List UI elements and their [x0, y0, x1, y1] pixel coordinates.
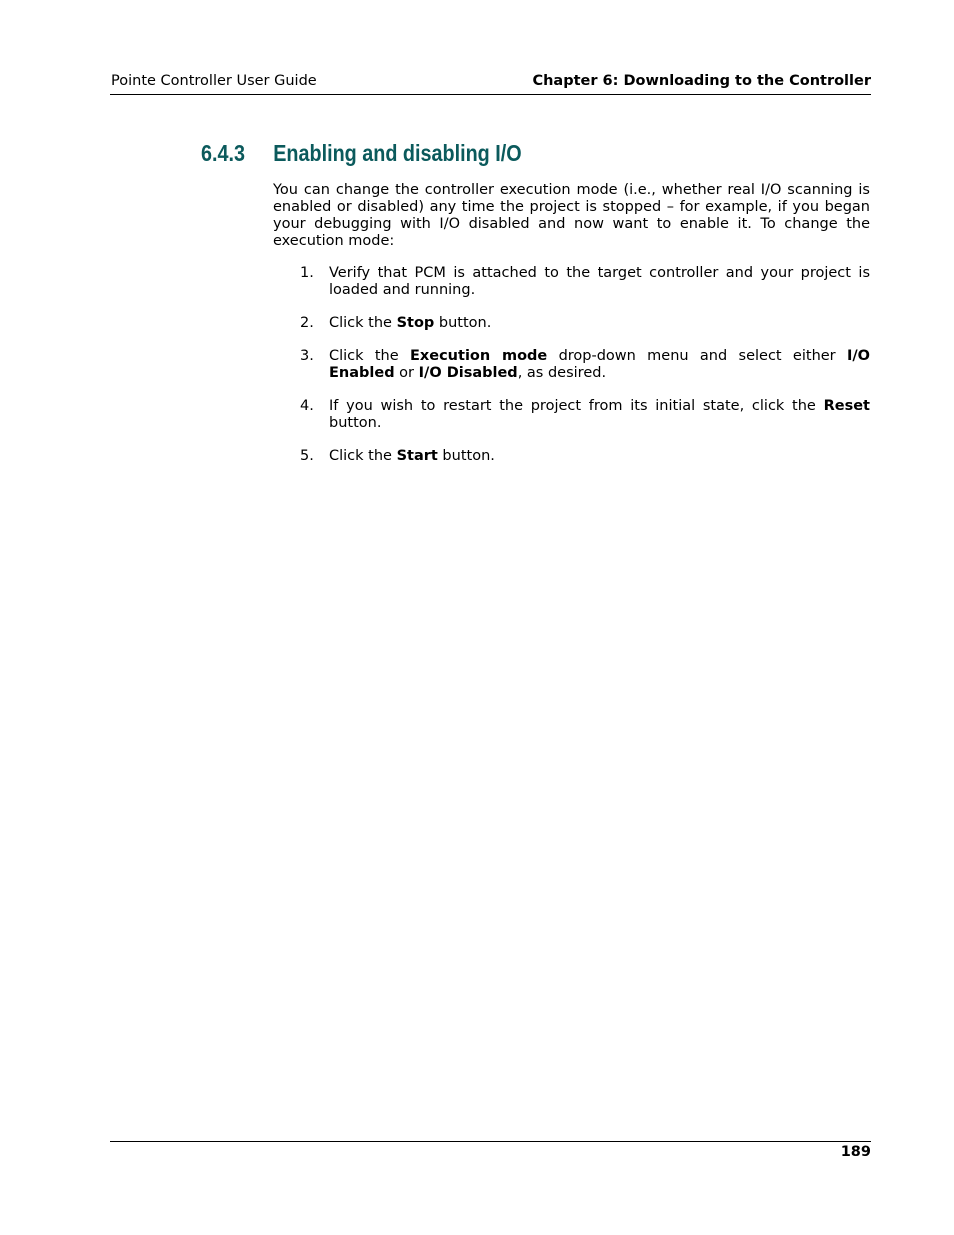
step-text: If you wish to restart the project from its initial state, click the [329, 398, 824, 414]
step-item [300, 398, 870, 432]
intro-paragraph: You can change the controller execution mode (i.e., whether real I/O scanning is enabled or disabled) any time the project is stopped – for example, if you began your debugging with I/O disabled and now want to enable it. To change the execution mode: [273, 182, 870, 249]
step-text: Click the [329, 448, 397, 464]
step-item [300, 265, 870, 299]
steps-list [300, 265, 870, 481]
document-title: Pointe Controller User Guide [111, 73, 317, 89]
execution-mode-term: Execution mode [410, 348, 548, 364]
running-header [110, 73, 871, 95]
step-number: 2. [300, 315, 314, 331]
page-number: 189 [840, 1144, 871, 1160]
step-number: 1. [300, 265, 314, 281]
start-button-term: Start [396, 448, 438, 464]
step-item [300, 448, 870, 465]
step-text: button. [434, 315, 492, 331]
step-item [300, 348, 870, 382]
step-text: or [394, 365, 419, 381]
step-text: Verify that PCM is attached to the target controller and your project is loaded and running. [329, 265, 870, 298]
step-text: button. [437, 448, 495, 464]
section-title: Enabling and disabling I/O [273, 140, 522, 166]
io-enabled-term: I/O Enabled [329, 348, 870, 381]
running-footer [110, 1141, 871, 1160]
step-text: drop-down menu and select either [547, 348, 847, 364]
io-disabled-term: I/O Disabled [418, 365, 518, 381]
stop-button-term: Stop [396, 315, 435, 331]
step-text: , as desired. [517, 365, 607, 381]
step-number: 4. [300, 398, 314, 414]
step-text: button. [329, 415, 382, 431]
section-number: 6.4.3 [201, 140, 245, 166]
chapter-title: Chapter 6: Downloading to the Controller [532, 73, 871, 89]
step-number: 3. [300, 348, 314, 364]
reset-button-term: Reset [823, 398, 870, 414]
section-heading [201, 140, 522, 167]
step-number: 5. [300, 448, 314, 464]
step-text: Click the [329, 315, 397, 331]
step-item [300, 315, 870, 332]
step-text: Click the [329, 348, 410, 364]
